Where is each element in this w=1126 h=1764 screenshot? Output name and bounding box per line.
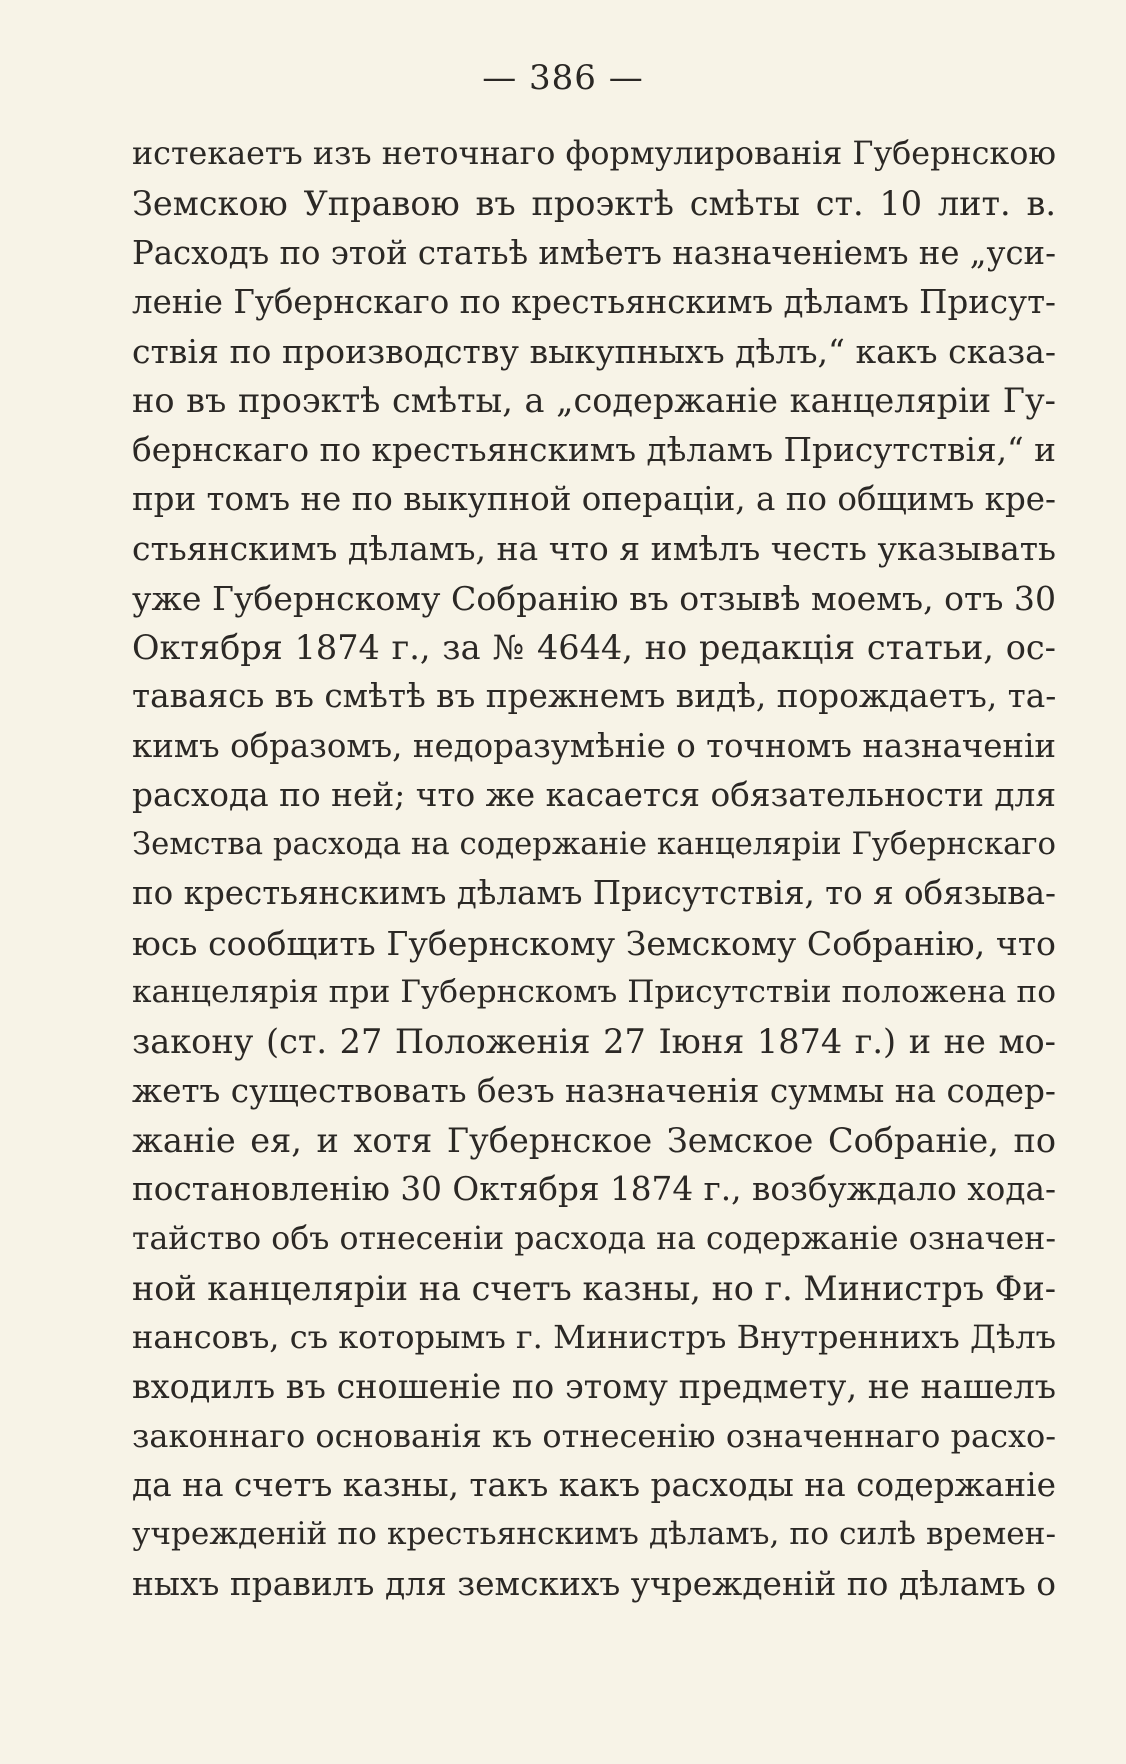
text-line: жаніе ея, и хотя Губернское Земское Собраніе, по — [132, 1120, 1056, 1160]
text-line: по крестьянскимъ дѣламъ Присутствія, то я обязыва- — [132, 874, 1056, 913]
text-line: канцелярія при Губернскомъ Присутствіи положена по — [132, 974, 1056, 1011]
text-line: юсь сообщить Губернскому Земскому Собранію, что — [132, 923, 1056, 963]
text-line: ной канцеляріи на счетъ казны, но г. Министръ Фи- — [132, 1268, 1056, 1308]
text-line: нансовъ, съ которымъ г. Министръ Внутреннихъ Дѣлъ — [132, 1318, 1056, 1357]
text-line: Земскою Управою въ проэктѣ смѣты ст. 10 лит. в. — [132, 184, 1056, 224]
text-line: стьянскимъ дѣламъ, на что я имѣлъ честь указывать — [132, 529, 1056, 569]
text-line: Октября 1874 г., за № 4644, но редакція статьи, ос- — [132, 627, 1056, 667]
text-line: входилъ въ сношеніе по этому предмету, не нашелъ — [132, 1367, 1056, 1407]
text-line: кимъ образомъ, недоразумѣніе о точномъ назначеніи — [132, 726, 1056, 765]
page-number: — 386 — — [482, 58, 644, 98]
text-line: жетъ существовать безъ назначенія суммы на содер- — [132, 1071, 1056, 1110]
text-line: таваясь въ смѣтѣ въ прежнемъ видѣ, порождаетъ, та- — [132, 677, 1056, 716]
text-line: истекаетъ изъ неточнаго формулированія Губернскою — [132, 136, 1056, 172]
text-line: законнаго основанія къ отнесенію означеннаго расхо- — [132, 1416, 1056, 1455]
text-line: леніе Губернскаго по крестьянскимъ дѣламъ Присут- — [132, 282, 1056, 321]
text-line: ныхъ правилъ для земскихъ учрежденій по дѣламъ о — [132, 1564, 1056, 1603]
text-line: при томъ не по выкупной операціи, а по общимъ кре- — [132, 480, 1056, 519]
text-line: но въ проэктѣ смѣты, а „содержаніе канцеляріи Гу- — [132, 381, 1056, 421]
text-line: бернскаго по крестьянскимъ дѣламъ Присутствія,“ и — [132, 430, 1056, 469]
text-line: Расходъ по этой статьѣ имѣетъ назначеніемъ не „уси- — [132, 233, 1056, 272]
text-line: уже Губернскому Собранію въ отзывѣ моемъ, отъ 30 — [132, 578, 1056, 618]
text-line: да на счетъ казны, такъ какъ расходы на содержаніе — [132, 1466, 1056, 1505]
text-line: учрежденій по крестьянскимъ дѣламъ, по силѣ времен- — [132, 1516, 1056, 1553]
text-line: тайство объ отнесеніи расхода на содержаніе означен- — [132, 1220, 1056, 1257]
text-line: закону (ст. 27 Положенія 27 Іюня 1874 г.) и не мо- — [132, 1022, 1056, 1062]
body-text — [132, 130, 1056, 1609]
text-line: ствія по производству выкупныхъ дѣлъ,“ какъ сказа- — [132, 332, 1056, 372]
text-line: расхода по ней; что же касается обязательности для — [132, 775, 1056, 814]
text-line: Земства расхода на содержаніе канцеляріи Губернскаго — [132, 826, 1056, 863]
text-line: постановленію 30 Октября 1874 г., возбуждало хода- — [132, 1170, 1056, 1209]
